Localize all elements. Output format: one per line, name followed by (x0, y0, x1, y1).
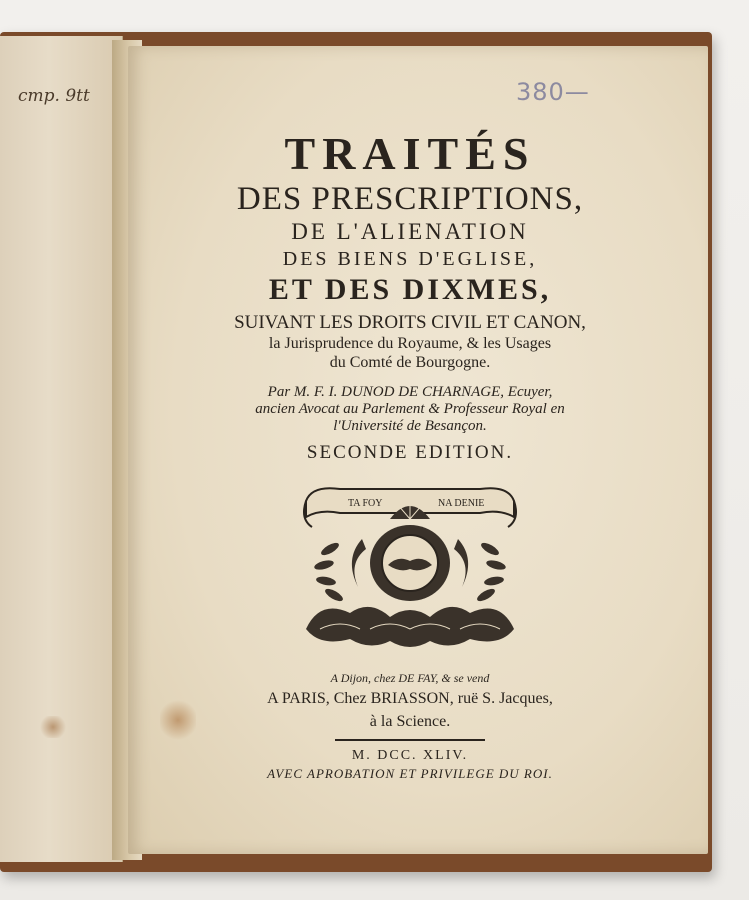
privilege-line: AVEC APROBATION ET PRIVILEGE DU ROI. (267, 766, 553, 781)
title-line-5: ET DES DIXMES, (268, 273, 552, 306)
edition-line: SECONDE EDITION. (306, 442, 514, 463)
publication-date: M. DCC. XLIV. (351, 748, 469, 763)
author-line-3: l'Université de Besançon. (333, 418, 487, 434)
title-line-1: TRAITÉS (284, 128, 536, 179)
banner-motto-left: TA FOY (348, 498, 383, 509)
imprint-dijon: A Dijon, chez DE FAY, & se vend (330, 671, 490, 685)
title-page-text (180, 128, 640, 783)
flyleaf (0, 36, 123, 862)
pencil-price-mark: 380— (516, 78, 590, 106)
author-line-2: ancien Avocat au Parlement & Professeur Royal en (255, 401, 565, 417)
title-line-4: DES BIENS D'EGLISE, (282, 248, 538, 270)
title-line-3: DE L'ALIENATION (291, 219, 529, 244)
banner-motto-right: NA DENIE (438, 498, 485, 509)
title-line-7: la Jurisprudence du Royaume, & les Usages (268, 335, 552, 352)
acanthus-base (306, 607, 514, 647)
imprint-paris-line-2: à la Science. (369, 713, 451, 730)
title-line-8: du Comté de Bourgogne. (329, 354, 491, 371)
title-line-6: SUIVANT LES DROITS CIVIL ET CANON, (234, 312, 586, 333)
woodcut-emblem (300, 479, 520, 657)
imprint-paris-line-1: A PARIS, Chez BRIASSON, ruë S. Jacques, (267, 690, 553, 707)
divider-rule (335, 739, 485, 741)
title-line-2: DES PRESCRIPTIONS, (236, 181, 584, 217)
author-line-1: Par M. F. I. DUNOD DE CHARNAGE, Ecuyer, (267, 384, 553, 400)
handwritten-note: cmp. 9tt (18, 86, 90, 106)
